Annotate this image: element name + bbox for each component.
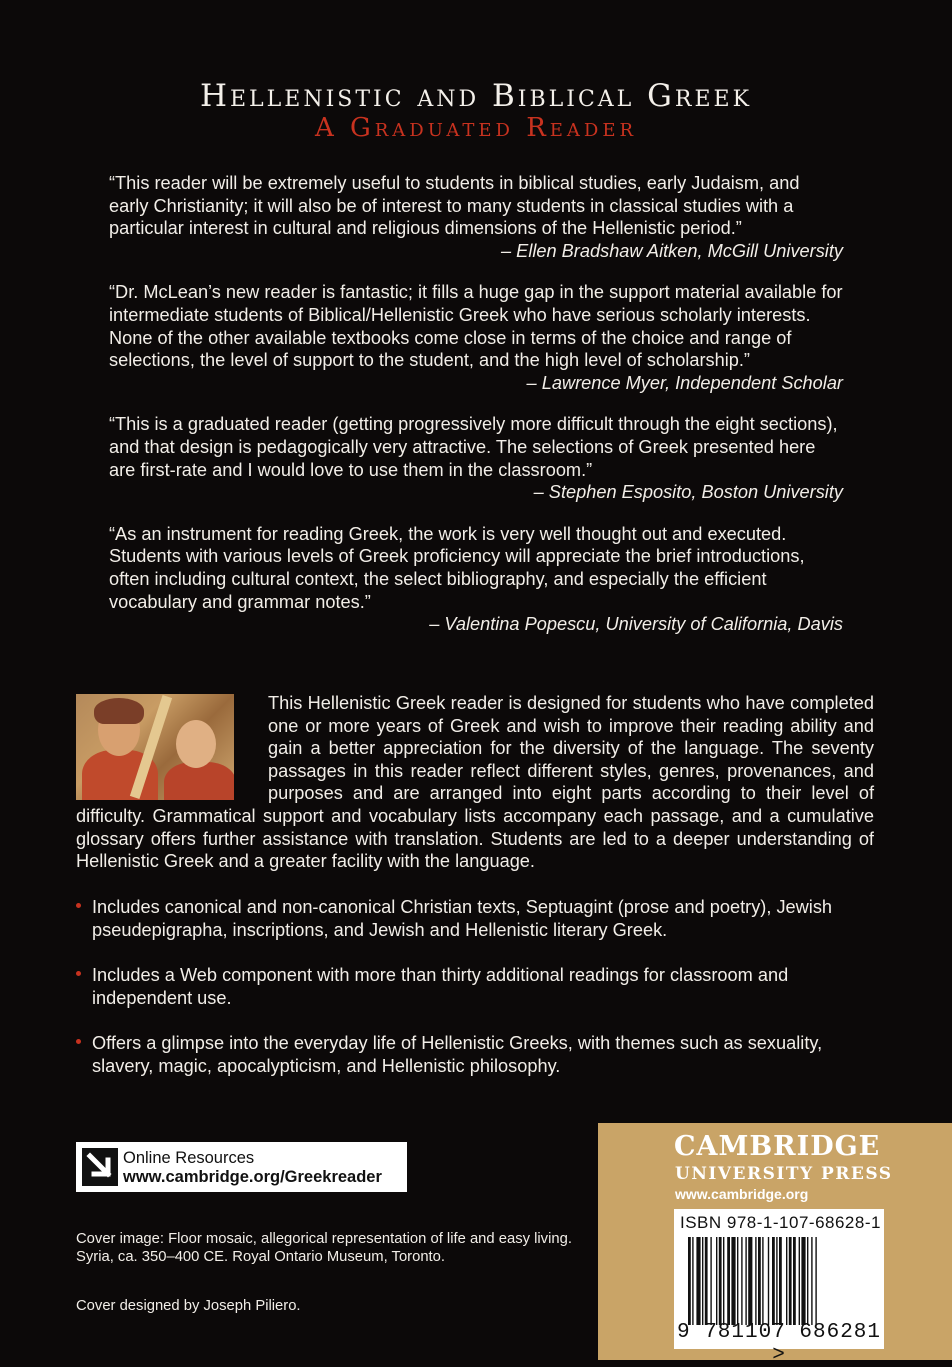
endorsement (109, 413, 843, 503)
barcode (674, 1209, 884, 1367)
endorsement-text: “As an instrument for reading Greek, the work is very well thought out and executed. Students with various levels of Greek proficiency will appreciate the brief introductions, often including cultural context, the select bibliography, and especially the efficient vocabulary and grammar notes.” (109, 523, 805, 612)
endorsement (109, 523, 843, 636)
bullet-icon (76, 971, 81, 976)
publisher-name: CAMBRIDGE (674, 1131, 881, 1162)
endorsement-text: “This is a graduated reader (getting progressively more difficult through the eight sections), and that design is pedagogically very attractive. The selections of Greek presented here are first-rate and I would love to use them in the classroom.” (109, 414, 838, 480)
endorsements (109, 172, 843, 655)
description-text: This Hellenistic Greek reader is designed for students who have completed one or more years of Greek and wish to improve their reading ability and gain a better appreciation for the diversity of the language. The seventy passages in this reader reflect different styles, genres, provenances, and purposes and are arranged into eight parts according to their level of difficulty. Grammatical support and vocabulary lists accompany each passage, and a cumulative glossary offers further assistance with translation. Students are led to a deeper understanding of Hellenistic Greek and a greater facility with the language. (76, 693, 874, 872)
endorsement-text: “Dr. McLean’s new reader is fantastic; it fills a huge gap in the support material available for intermediate students of Biblical/Hellenistic Greek who have serious scholarly interests. None of the other available textbooks come close in terms of the choice and range of selections, the level of support to the student, and the high level of scholarship.” (109, 282, 843, 371)
book-subtitle: A Graduated Reader (314, 113, 638, 143)
publisher-url[interactable]: www.cambridge.org (675, 1186, 809, 1202)
online-resources-link[interactable]: www.cambridge.org/Greekreader (123, 1168, 382, 1186)
endorsement-text: “This reader will be extremely useful to students in biblical studies, early Judaism, and early Christianity; it will also be of interest to many students in classical studies with a particular interest in cultural and religious dimensions of the Hellenistic period.” (109, 173, 800, 239)
feature-list (76, 896, 874, 1101)
cover-image-credit: Cover image: Floor mosaic, allegorical representation of life and easy living. Syria, ca. 350–400 CE. Royal Ontario Museum, Toronto. (76, 1231, 572, 1266)
endorsement (109, 281, 843, 394)
endorsement-attribution: – Ellen Bradshaw Aitken, McGill University (501, 240, 843, 261)
feature-item: Offers a glimpse into the everyday life of Hellenistic Greeks, with themes such as sexuality, slavery, magic, apocalypticism, and Hellenistic philosophy. (76, 1032, 874, 1077)
publisher-press: UNIVERSITY PRESS (675, 1164, 893, 1184)
endorsement (109, 172, 843, 262)
feature-item: Includes canonical and non-canonical Christian texts, Septuagint (prose and poetry), Jewish pseudepigrapha, inscriptions, and Jewish and Hellenistic literary Greek. (76, 896, 874, 941)
book-title: Hellenistic and Biblical Greek (199, 78, 753, 114)
online-resources-label: Online Resources (123, 1149, 255, 1167)
feature-item: Includes a Web component with more than thirty additional readings for classroom and independent use. (76, 964, 874, 1009)
isbn-number: ISBN 978-1-107-68628-1 (680, 1213, 881, 1232)
barcode-bars (688, 1237, 868, 1325)
endorsement-attribution: – Valentina Popescu, University of California, Davis (429, 614, 843, 635)
endorsement-attribution: – Lawrence Myer, Independent Scholar (526, 372, 843, 393)
online-resources-box[interactable] (76, 1142, 407, 1192)
barcode-digits: 9 781107 686281 > (676, 1321, 882, 1367)
bullet-icon (76, 903, 81, 908)
cover-designer-credit: Cover designed by Joseph Piliero. (76, 1298, 301, 1314)
book-description (76, 692, 874, 873)
publisher-panel (598, 1123, 952, 1367)
endorsement-attribution: – Stephen Esposito, Boston University (533, 482, 843, 503)
arrow-down-right-icon (82, 1148, 118, 1186)
bullet-icon (76, 1039, 81, 1044)
